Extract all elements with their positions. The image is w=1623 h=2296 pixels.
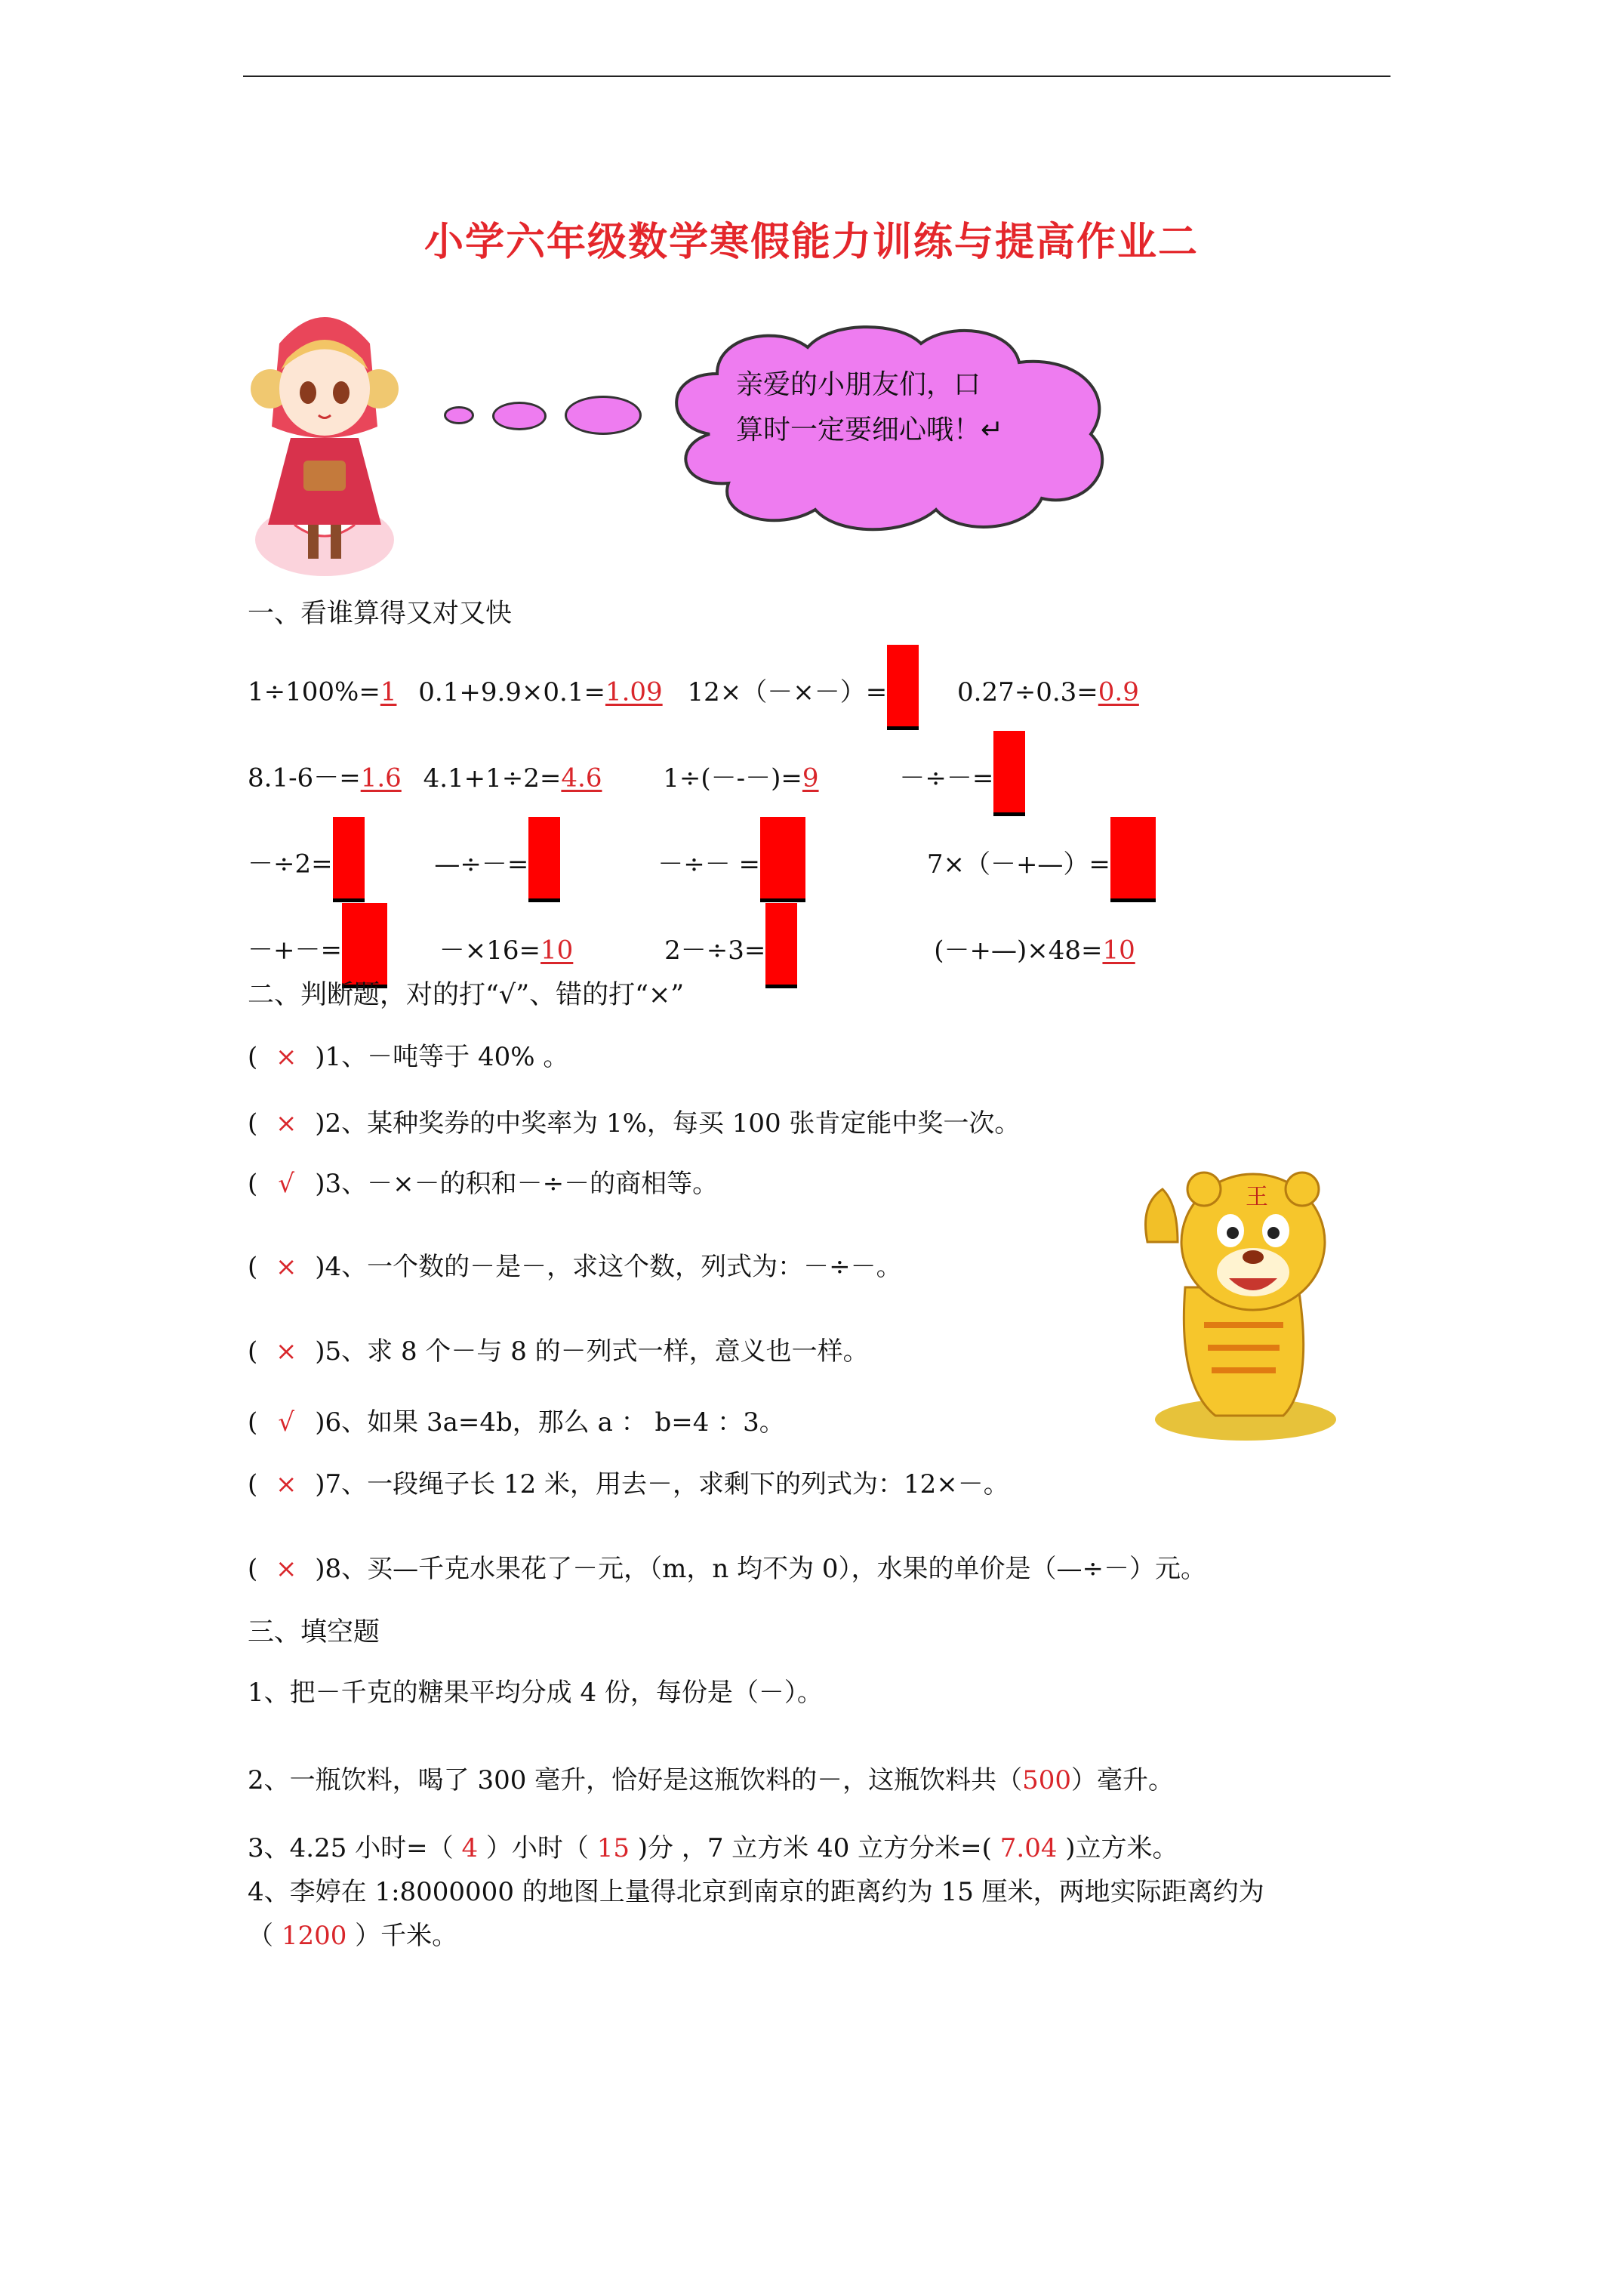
fill-answer: 7.04 [999,1833,1058,1863]
calc-answer: 1.09 [605,676,663,707]
calc-expr: 0.27÷0.3= [957,676,1098,707]
judge-item: ( × )8、买—千克水果花了－元，（m，n 均不为 0），水果的单价是（—÷－）元。 [248,1554,1207,1584]
calc-expr: 7×（－+—）= [926,849,1110,880]
fill-text: ）毫升。 [1071,1765,1175,1795]
header-rule [243,76,1390,77]
answer-blank-box [765,903,797,988]
fill-text: 2、一瓶饮料，喝了 300 毫升，恰好是这瓶饮料的－，这瓶饮料共（ [248,1765,1023,1795]
fill-question-3 [248,1827,1178,1864]
calc-expr: 0.1+9.9×0.1= [418,676,605,707]
cloud-text-line-1: 亲爱的小朋友们，口 [736,369,981,400]
calc-answer: 10 [540,935,574,966]
cloud-text [736,362,1003,453]
answer-blank-box [1110,817,1156,902]
calc-row-3 [248,823,1156,908]
fill-text: ）千米。 [346,1921,458,1951]
judge-item: ( × )5、求 8 个－与 8 的－列式一样，意义也一样。 [248,1336,869,1367]
judge-text: )5、求 8 个－与 8 的－列式一样，意义也一样。 [315,1336,869,1367]
fill-question-1: 1、把－千克的糖果平均分成 4 份，每份是（－）。 [248,1678,823,1708]
judge-text: )7、一段绳子长 12 米，用去－，求剩下的列式为：12×－。 [315,1469,1009,1499]
calc-expr: 1÷(－-－)= [663,763,802,794]
judge-item: ( × )7、一段绳子长 12 米，用去－，求剩下的列式为：12×－。 [248,1469,1009,1499]
judge-mark: × [276,1108,297,1139]
calc-answer: 1 [380,676,397,707]
calc-answer: 4.6 [561,763,602,794]
judge-text: )4、一个数的－是－，求这个数，列式为：－÷－。 [315,1252,902,1282]
calc-row-2 [248,737,1025,822]
fill-text: )分 ，7 立方米 40 立方分米=( [629,1833,1000,1863]
judge-item: ( × )1、－吨等于 40% 。 [248,1042,569,1072]
answer-blank-box [760,817,805,902]
calc-expr: －÷－ = [658,849,761,880]
calc-expr: －÷2= [248,849,333,880]
calc-expr: －×16= [439,935,541,966]
judge-text: )3、－×－的积和－÷－的商相等。 [315,1169,719,1199]
judge-text: )8、买—千克水果花了－元，（m，n 均不为 0），水果的单价是（—÷－）元。 [315,1554,1207,1584]
fill-answer: 500 [1022,1765,1072,1795]
tiger-illustration [1132,1159,1359,1446]
fill-text: （ [248,1921,282,1951]
calc-answer: 10 [1102,935,1135,966]
cloud-text-line-2: 算时一定要细心哦！↵ [736,415,1004,445]
judge-mark: √ [278,1407,295,1438]
judge-mark: × [276,1554,297,1584]
judge-text: )6、如果 3a=4b，那么 a ： b=4 ：3。 [315,1407,785,1438]
calc-expr: 12×（－×－）= [687,676,888,707]
judge-text: )2、某种奖券的中奖率为 1%，每买 100 张肯定能中奖一次。 [315,1108,1021,1139]
answer-blank-box [528,817,560,902]
judge-item: ( × )4、一个数的－是－，求这个数，列式为：－÷－。 [248,1252,902,1282]
fill-answer: 4 [461,1833,479,1863]
answer-blank-box [993,731,1025,816]
judge-mark: × [276,1336,297,1367]
section1-heading: 一、看谁算得又对又快 [248,599,513,629]
judge-item: ( × )2、某种奖券的中奖率为 1%，每买 100 张肯定能中奖一次。 [248,1108,1021,1139]
calc-expr: －÷－= [899,763,994,794]
fill-question-2 [248,1759,1174,1796]
girl-illustration [249,298,400,578]
fill-text: ）小时（ [478,1833,597,1863]
calc-expr: 8.1-6－= [248,763,361,794]
judge-text: )1、－吨等于 40% 。 [315,1042,569,1072]
calc-expr: (－+—)×48= [934,935,1103,966]
judge-item: ( √ )6、如果 3a=4b，那么 a ： b=4 ：3。 [248,1407,785,1438]
judge-mark: × [276,1469,297,1499]
answer-blank-box [333,817,365,902]
section3-heading: 三、填空题 [248,1617,380,1647]
fill-answer: 15 [596,1833,630,1863]
judge-mark: × [276,1252,297,1282]
judge-mark: × [276,1042,297,1072]
calc-answer: 0.9 [1098,676,1139,707]
page-title: 小学六年级数学寒假能力训练与提高作业二 [423,219,1199,265]
calc-expr: 4.1+1÷2= [423,763,562,794]
answer-blank-box [887,645,919,730]
fill-answer: 1200 [281,1921,347,1951]
judge-mark: √ [278,1169,295,1199]
calc-expr: 1÷100%= [248,676,380,707]
calc-expr: －+－= [248,935,342,966]
calc-row-1 [248,651,1139,736]
calc-expr: —÷－= [434,849,529,880]
calc-answer: 1.6 [360,763,402,794]
calc-answer: 9 [802,763,819,794]
calc-expr: 2－÷3= [664,935,766,966]
fill-text: )立方米。 [1057,1833,1178,1863]
judge-item: ( √ )3、－×－的积和－÷－的商相等。 [248,1169,719,1199]
fill-question-4-line-1: 4、李婷在 1:8000000 的地图上量得北京到南京的距离约为 15 厘米，两地实际距离约为 [248,1877,1264,1907]
svg-text:王: 王 [1246,1184,1268,1210]
fill-text: 3、4.25 小时=（ [248,1833,462,1863]
section2-heading: 二、判断题，对的打“√”、错的打“×” [248,980,685,1010]
fill-question-4-line-2 [248,1915,457,1952]
